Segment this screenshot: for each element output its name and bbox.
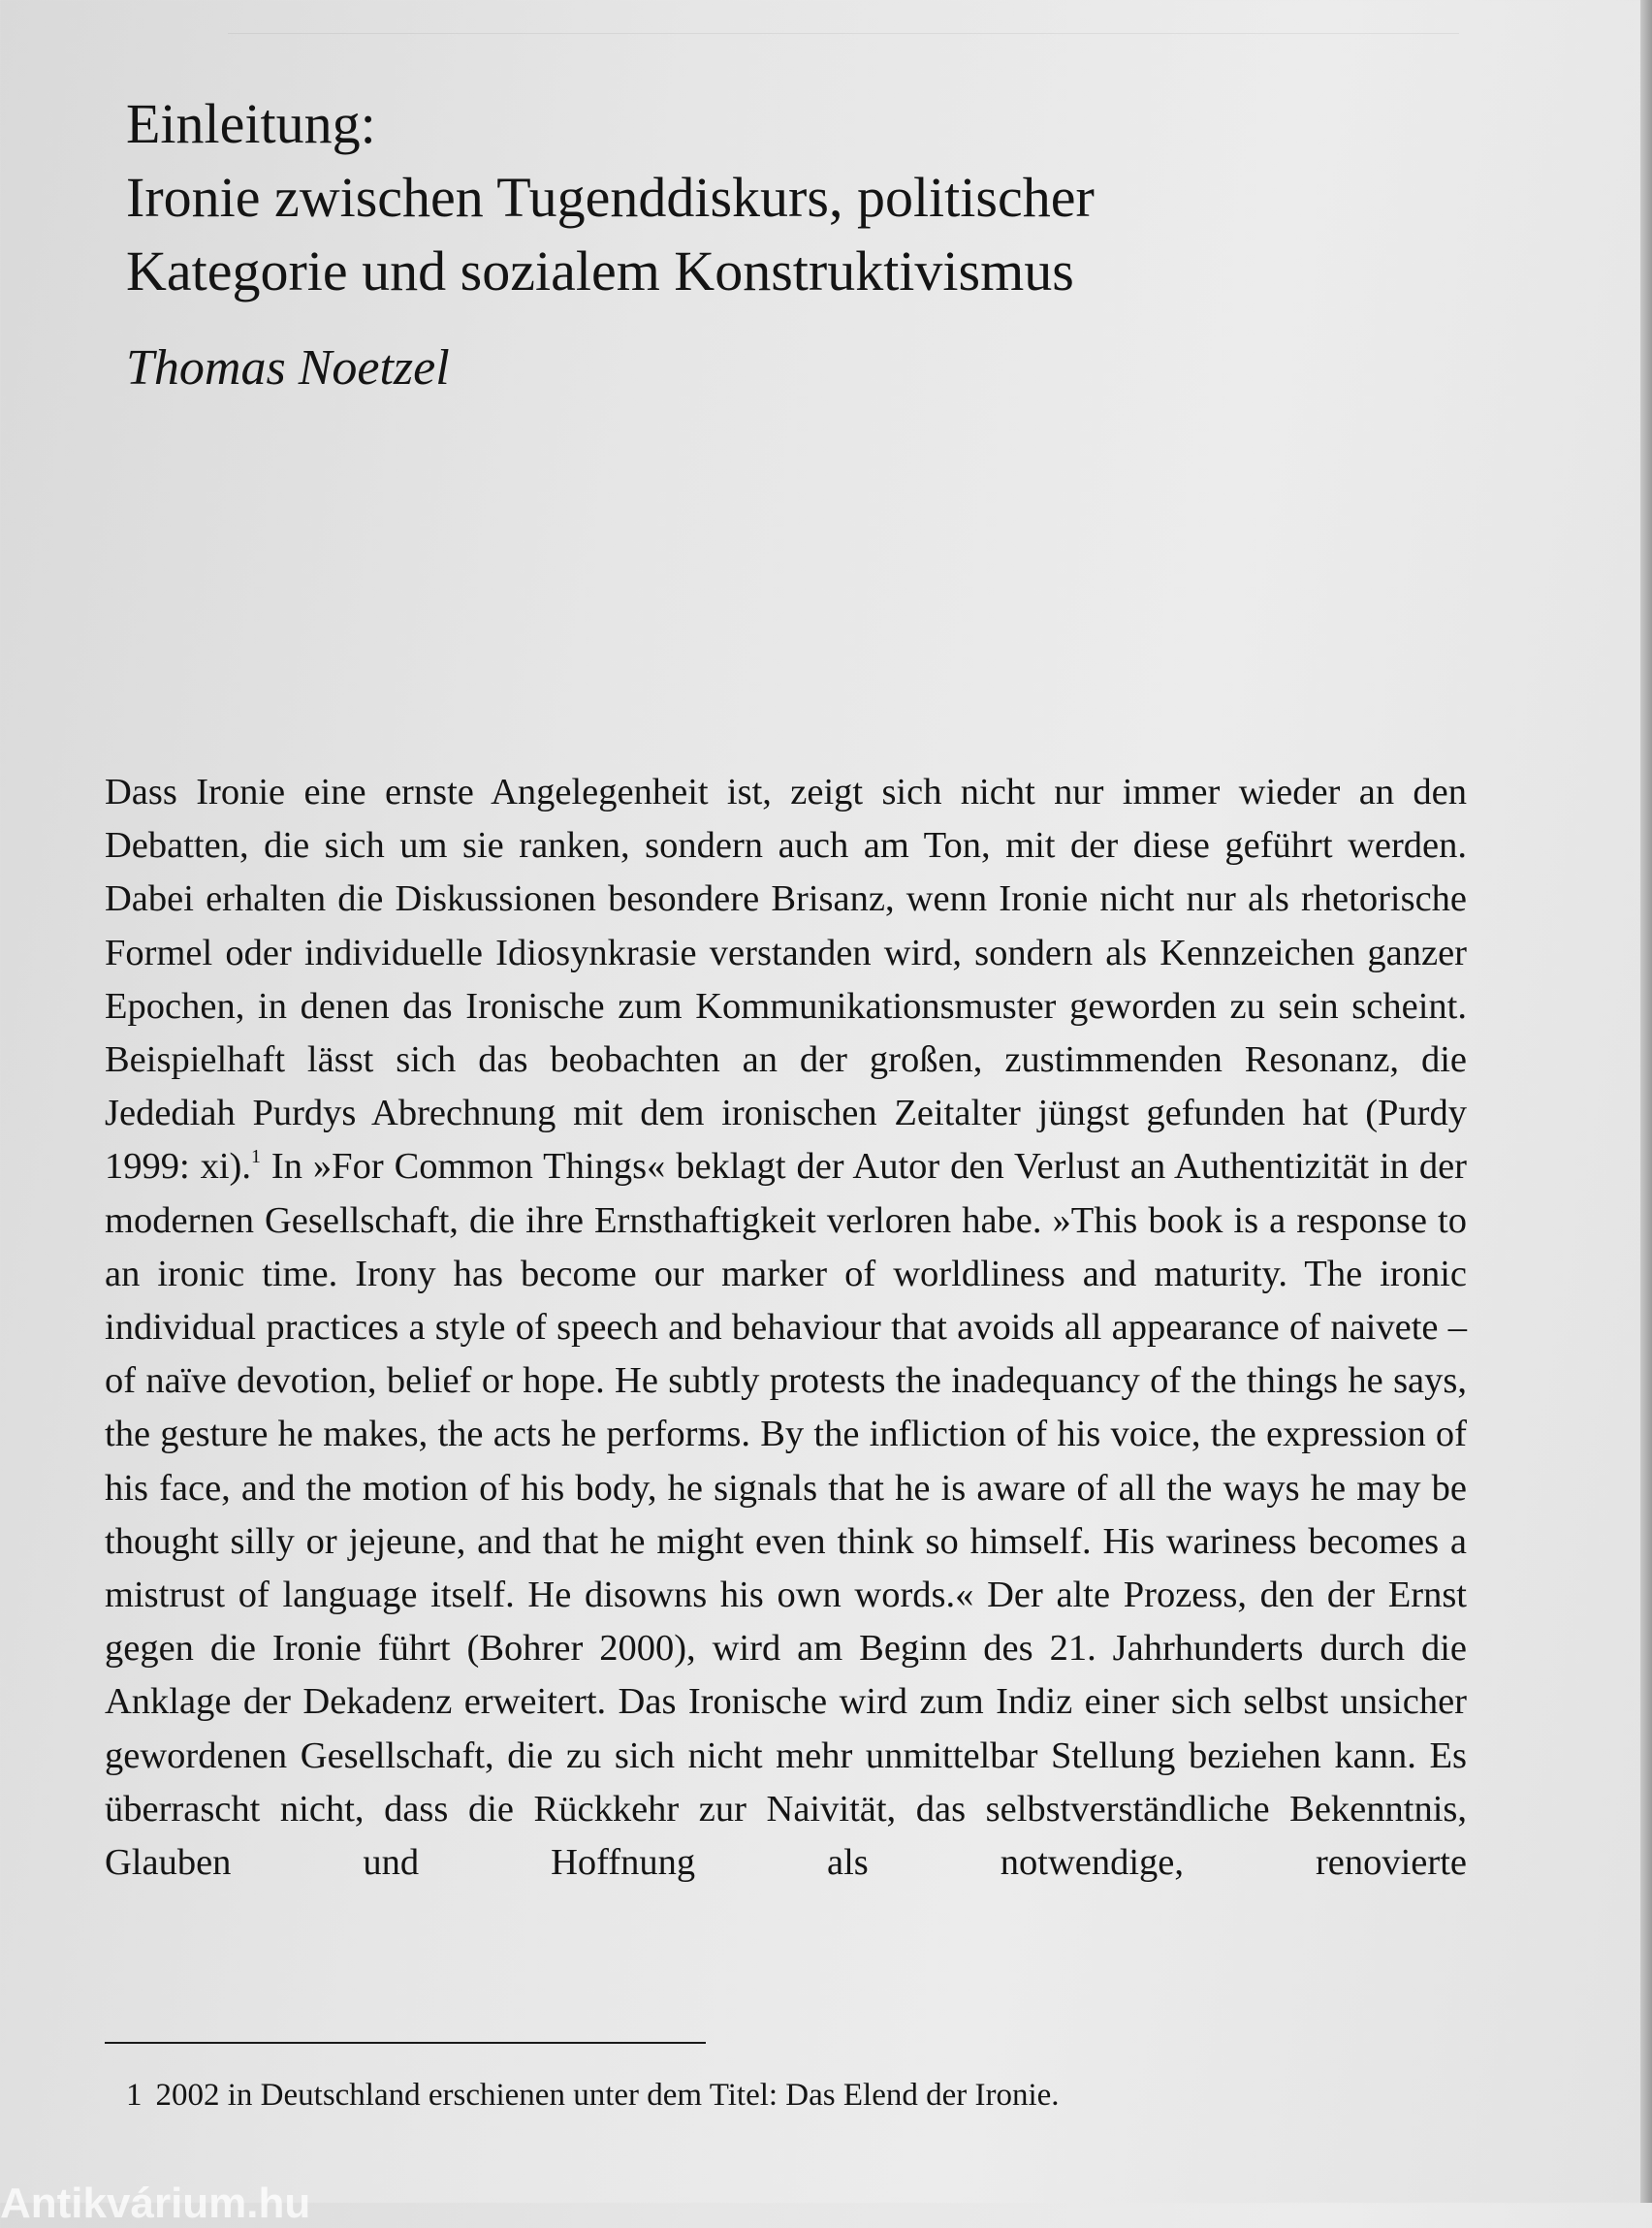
body-text-part-1: Dass Ironie eine ernste Angelegenheit ist, zeigt sich nicht nur immer wieder an den Debatten, die sich um sie ranken, sondern auch am Ton, mit der diese geführt werden. Dabei erhalten die Diskussionen besondere Brisanz, wenn Ironie nicht nur als rhetorische Formel oder individuelle Idiosynkrasie verstanden wird, sondern als Kennzeichen ganzer Epochen, in denen das Ironische zum Kommunikationsmuster geworden zu sein scheint. Beispielhaft lässt sich das beobachten an der großen, zustimmenden Resonanz, die Jedediah Purdys Abrechnung mit dem ironischen Zeitalter jüngst gefunden hat (Purdy 1999: xi). [105,772,1467,1188]
chapter-heading [126,87,1483,308]
running-head-rule [228,33,1459,34]
footnote-number: 1 [126,2078,143,2113]
chapter-heading-line-3: Kategorie und sozialem Konstruktivismus [126,239,1074,302]
chapter-heading-line-2: Ironie zwischen Tugenddiskurs, politischer [126,166,1095,229]
footnote-reference[interactable]: 1 [251,1146,262,1168]
watermark: Antikvárium.hu [0,2180,311,2227]
footnote-divider [105,2042,706,2044]
body-text-part-2: In »For Common Things« beklagt der Autor den Verlust an Authentizität in der modernen Gesellschaft, die ihre Ernsthaftigkeit verloren habe. »This book is a response to an ironic time. Irony has become our marker of worldliness and maturity. The ironic individual practices a style of speech and behaviour that avoids all appearance of naivete – of naïve devotion, belief or hope. He subtly protests the inadequancy of the things he says, the gesture he makes, the acts he performs. By the infliction of his voice, the expression of his face, and the motion of his body, he signals that he is aware of all the ways he may be thought silly or jejeune, and that he might even think so himself. His wariness becomes a mistrust of language itself. He disowns his own words.« Der alte Prozess, den der Ernst gegen die Ironie führt (Bohrer 2000), wird am Beginn des 21. Jahrhunderts durch die Anklage der Dekadenz erweitert. Das Ironische wird zum Indiz einer sich selbst unsicher gewordenen Gesellschaft, die zu sich nicht mehr unmittelbar Stellung beziehen kann. Es überrascht nicht, dass die Rückkehr zur Naivität, das selbstverständliche Bekenntnis, Glauben und Hoffnung als notwendige, renovierte [105,1146,1467,1884]
chapter-heading-line-1: Einleitung: [126,92,376,155]
body-paragraph [105,766,1467,1890]
author-name: Thomas Noetzel [126,340,450,396]
page-edge-shadow [1640,0,1652,2203]
footnote-text: 2002 in Deutschland erschienen unter dem Titel: Das Elend der Ironie. [155,2078,1060,2113]
footnote [126,2078,1060,2114]
